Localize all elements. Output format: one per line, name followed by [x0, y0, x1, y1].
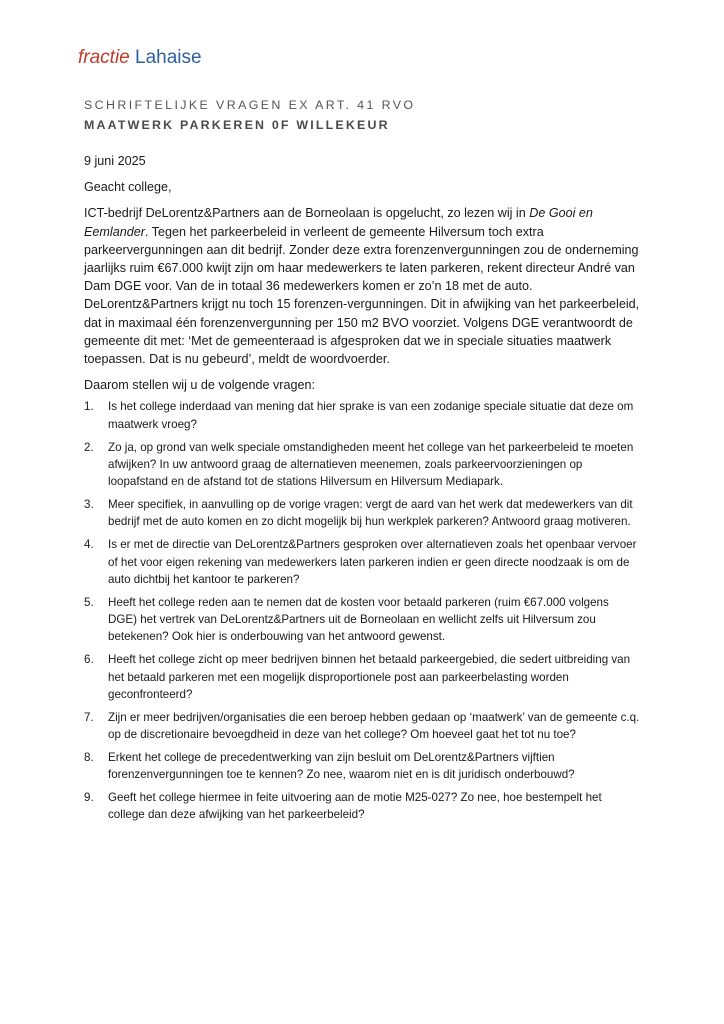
question-number: 9.: [84, 791, 94, 805]
questions-list: [84, 398, 640, 823]
questions-intro: Daarom stellen wij u de volgende vragen:: [84, 378, 316, 393]
newspaper-name: De Gooi en Eemlander: [84, 206, 593, 239]
question-number: 8.: [84, 750, 94, 764]
letter-greeting: Geacht college,: [84, 180, 172, 195]
letter-body: [84, 152, 640, 829]
intro-paragraph: [84, 204, 640, 368]
question-number: 5.: [84, 595, 94, 609]
question-text: Meer specifiek, in aanvulling op de vorige vragen: vergt de aard van het werk dat medewerkers van dit bedrijf met de auto komen en zo dicht mogelijk bij hun werkplek parkeren? Antwoord graag motiveren.: [108, 498, 633, 529]
question-number: 3.: [84, 498, 94, 512]
question-item: [84, 709, 640, 744]
question-text: Heeft het college zicht op meer bedrijven binnen het betaald parkeergebied, die sedert uitbreiding van het betaald parkeren met een mogelijk disproportionele post aan parkeerbelasting worden geconfronteerd?: [108, 653, 631, 701]
document-subject-heading: MAATWERK PARKEREN 0F WILLEKEUR: [84, 118, 390, 132]
question-number: 6.: [84, 653, 94, 667]
question-text: Is het college inderdaad van mening dat hier sprake is van een zodanige speciale situatie dat deze om maatwerk vroeg?: [108, 400, 634, 431]
question-item: [84, 594, 640, 646]
question-text: Heeft het college reden aan te nemen dat de kosten voor betaald parkeren (ruim €67.000 volgens DGE) het vertrek van DeLorentz&Partners uit de Borneolaan en wellicht zelfs uit Hilversum zou betekenen? Ook hier is onderbouwing van het antwoord gewenst.: [108, 595, 609, 644]
document-heading: [84, 96, 644, 134]
question-item: [84, 439, 640, 491]
logo-lahaise-text: Lahaise: [135, 47, 202, 68]
question-item: [84, 749, 640, 784]
question-number: 2.: [84, 440, 94, 454]
question-text: Is er met de directie van DeLorentz&Partners gesproken over alternatieven zoals het openbaar vervoer of het voor eigen rekening van medewerkers laten parkeren indien er geen directe noodzaak is om de auto dichtbij het kantoor te parkeren?: [108, 538, 637, 586]
question-text: Zo ja, op grond van welk speciale omstandigheden meent het college van het parkeerbeleid te moeten afwijken? In uw antwoord graag de alternatieven meenemen, zoals parkeervoorzieningen op loopafstand en de afstand tot de stations Hilversum en Hilversum Mediapark.: [108, 440, 634, 489]
intro-text-rest: . Tegen het parkeerbeleid in verleent de gemeente Hilversum toch extra parkeervergunningen aan dit bedrijf. Zonder deze extra forenzenvergunningen zou de onderneming jaarlijks ruim €67.000 kwijt zijn om haar medewerkers te laten parkeren, rekent directeur André van Dam DGE voor. Van de in totaal 36 medewerkers komen er zo’n 18 met de auto. DeLorentz&Partners krijgt nu toch 15 forenzen-vergunningen. Dit in afwijking van het parkeerbeleid, dat in maximaal één forenzenvergunning per 150 m2 BVO voorziet. Volgens DGE verantwoordt de gemeente dit met: ‘Met de gemeenteraad is afgesproken dat we in speciale situaties maatwerk toepassen. Dat is nu gebeurd’, meldt de woordvoerder.: [84, 224, 640, 367]
question-item: [84, 789, 640, 824]
question-text: Erkent het college de precedentwerking van zijn besluit om DeLorentz&Partners vijftien forenzenvergunningen toe te kennen? Zo nee, waarom niet en is dit juridisch onderbouwd?: [108, 750, 575, 782]
intro-text-start: ICT-bedrijf DeLorentz&Partners aan de Borneolaan is opgelucht, zo lezen wij in: [84, 206, 530, 221]
question-item: [84, 398, 640, 433]
party-logo: [78, 46, 202, 70]
question-item: [84, 496, 640, 531]
question-text: Geeft het college hiermee in feite uitvoering aan de motie M25-027? Zo nee, hoe bestempelt het college dan deze afwijking van het parkeerbeleid?: [108, 791, 602, 822]
document-type-heading: SCHRIFTELIJKE VRAGEN EX ART. 41 RVO: [84, 98, 416, 112]
question-text: Zijn er meer bedrijven/organisaties die een beroep hebben gedaan op ‘maatwerk’ van de gemeente c.q. op de discretionaire bevoegdheid in deze van het college? Om hoeveel gaat het tot nu toe?: [108, 710, 640, 742]
question-number: 1.: [84, 400, 94, 414]
letter-date: 9 juni 2025: [84, 154, 146, 168]
question-number: 4.: [84, 538, 94, 552]
question-number: 7.: [84, 710, 94, 724]
question-item: [84, 536, 640, 588]
question-item: [84, 651, 640, 703]
logo-fractie-text: fractie: [78, 47, 130, 68]
